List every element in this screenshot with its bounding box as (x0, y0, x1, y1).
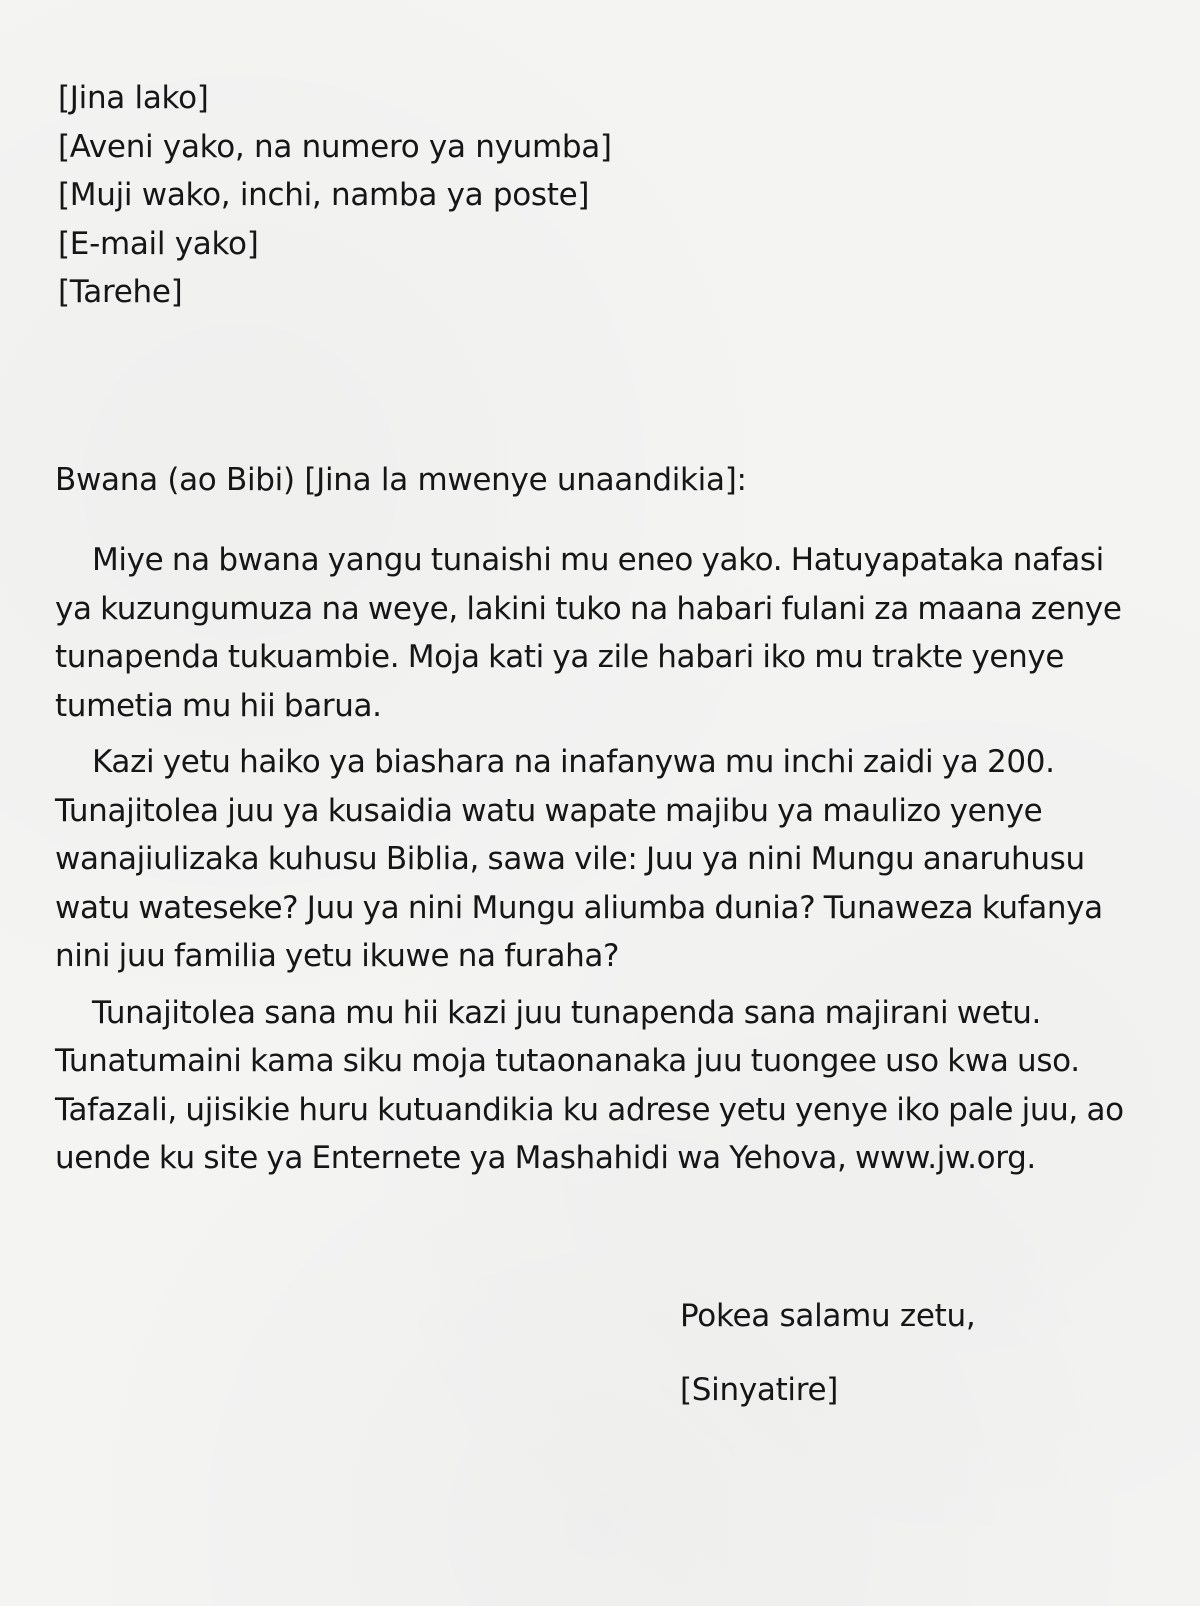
letter-body (55, 536, 1145, 1191)
sender-address-block (58, 74, 612, 317)
closing-line: Pokea salamu zetu, (680, 1298, 976, 1334)
sender-street: [Aveni yako, na numero ya nyumba] (58, 128, 612, 165)
body-paragraph: Miye na bwana yangu tunaishi mu eneo yako. Hatuyapataka nafasi ya kuzungumuza na weye, lakini tuko na habari fulani za maana zenye tunapenda tukuambie. Moja kati ya zile habari iko mu trakte yenye tumetia mu hii barua. (55, 542, 1122, 724)
body-paragraph: Kazi yetu haiko ya biashara na inafanywa mu inchi zaidi ya 200. Tunajitolea juu ya kusaidia watu wapate majibu ya maulizo yenye wanajiulizaka kuhusu Biblia, sawa vile: Juu ya nini Mungu anaruhusu watu wateseke? Juu ya nini Mungu aliumba dunia? Tunaweza kufanya nini juu familia yetu ikuwe na furaha? (55, 744, 1103, 974)
sender-name: [Jina lako] (58, 80, 209, 116)
signature-placeholder: [Sinyatire] (680, 1372, 839, 1408)
sender-email: [E-mail yako] (58, 225, 259, 262)
body-paragraph: Tunajitolea sana mu hii kazi juu tunapenda sana majirani wetu. Tunatumaini kama siku moja tutaonanaka juu tuongee uso kwa uso. Tafazali, ujisikie huru kutuandikia ku adrese yetu yenye iko pale juu, ao uende ku site ya Enternete ya Mashahidi wa Yehova, www.jw.org. (55, 994, 1124, 1176)
salutation: Bwana (ao Bibi) [Jina la mwenye unaandikia]: (55, 462, 747, 498)
letter-date: [Tarehe] (58, 274, 183, 310)
sender-city: [Muji wako, inchi, namba ya poste] (58, 177, 590, 213)
